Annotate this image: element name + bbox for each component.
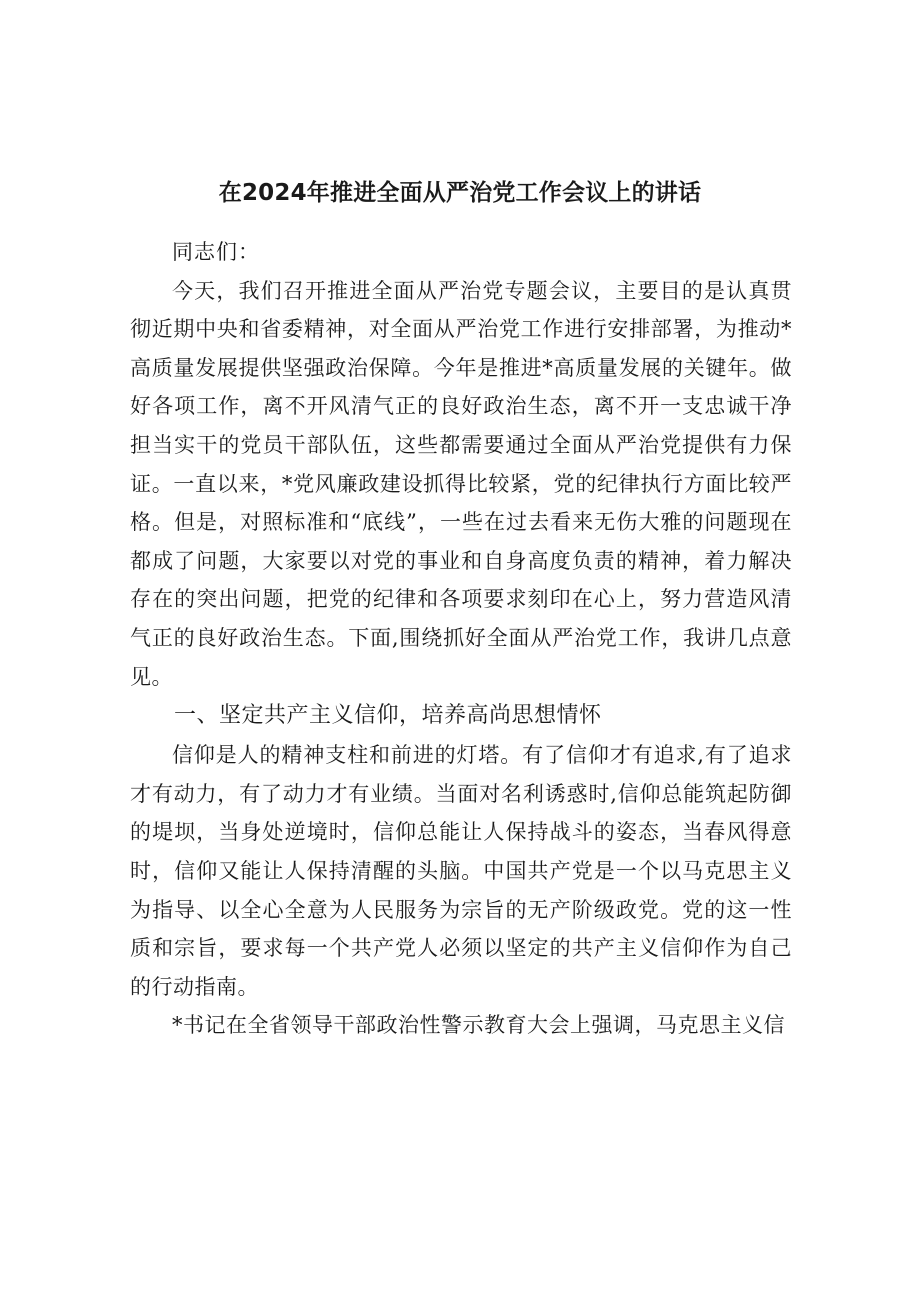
section-paragraph: 信仰是人的精神支柱和前进的灯塔。有了信仰才有追求,有了追求才有动力，有了动力才有业绩。当面对名利诱惑时,信仰总能筑起防御的堤坝，当身处逆境时，信仰总能让人保持战斗的姿态，当春风得意时，信仰又能让人保持清醒的头脑。中国共产党是一个以马克思主义为指导、以全心全意为人民服务为宗旨的无产阶级政党。党的这一性质和宗旨，要求每一个共产党人必须以坚定的共产主义信仰作为自己的行动指南。 bbox=[130, 743, 792, 999]
document-body bbox=[130, 233, 792, 1045]
salutation: 同志们： bbox=[172, 240, 260, 264]
intro-paragraph: 今天，我们召开推进全面从严治党专题会议，主要目的是认真贯彻近期中央和省委精神，对全面从严治党工作进行安排部署，为推动*高质量发展提供坚强政治保障。今年是推进*高质量发展的关键年。做好各项工作，离不开风清气正的良好政治生态，离不开一支忠诚干净担当实干的党员干部队伍，这些都需要通过全面从严治党提供有力保证。一直以来，*党风廉政建设抓得比较紧，党的纪律执行方面比较严格。但是，对照标准和“底线”，一些在过去看来无伤大雅的问题现在都成了问题，大家要以对党的事业和自身高度负责的精神，着力解决存在的突出问题，把党的纪律和各项要求刻印在心上，努力营造风清气正的良好政治生态。下面,围绕抓好全面从严治党工作，我讲几点意见。 bbox=[130, 278, 792, 689]
document-title: 在2024年推进全面从严治党工作会议上的讲话 bbox=[218, 180, 702, 206]
section-paragraph: *书记在全省领导干部政治性警示教育大会上强调，马克思主义信 bbox=[172, 1013, 785, 1038]
section-heading: 一、坚定共产主义信仰，培养高尚思想情怀 bbox=[174, 703, 602, 729]
